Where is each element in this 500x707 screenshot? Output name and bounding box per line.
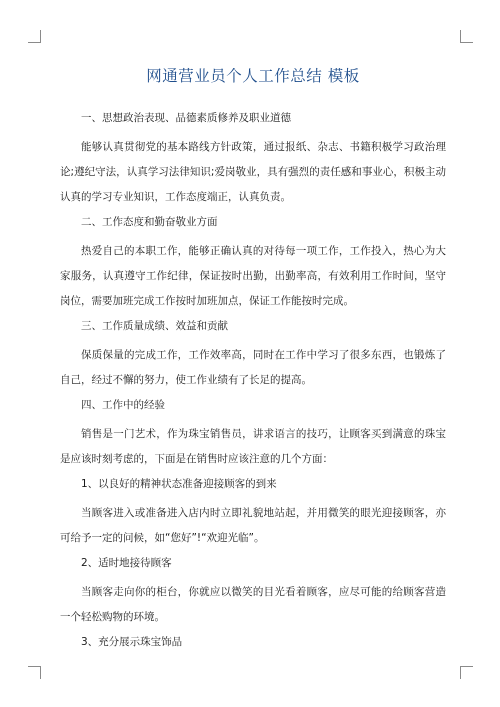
subsection-heading-1: 1、以良好的精神状态准备迎接顾客的到来 [81,478,277,490]
subsection-heading-3: 3、充分展示珠宝饰品 [81,636,183,648]
paragraph-3: 保质保量的完成工作，工作效率高，同时在工作中学习了很多东西，也锻炼了自己，经过不懈的努力，使工作业绩有了长足的提高。 [60,349,446,386]
crop-mark-bottom-left [28,666,41,679]
section-heading-4: 四、工作中的经验 [81,399,165,411]
paragraph-5: 当顾客进入或准备进入店内时立即礼貌地站起，并用微笑的眼光迎接顾客，亦可给予一定的问候，如“您好”!“欢迎光临”。 [60,507,446,544]
paragraph-2: 热爱自己的本职工作，能够正确认真的对待每一项工作，工作投入，热心为大家服务，认真遵守工作纪律，保证按时出勤，出勤率高，有效利用工作时间，坚守岗位，需要加班完成工作按时加班加点，保证工作能按时完成。 [60,245,446,307]
paragraph-4: 销售是一门艺术，作为珠宝销售员，讲求语言的技巧，让顾客买到满意的珠宝是应该时刻考虑的，下面是在销售时应该注意的几个方面： [60,428,446,465]
crop-mark-top-right [460,30,473,43]
crop-mark-bottom-right [460,666,473,679]
subsection-heading-2: 2、适时地接待顾客 [81,557,172,569]
section-heading-1: 一、思想政治表现、品德素质修养及职业道德 [81,112,291,124]
document-page [60,60,446,659]
document-title: 网通营业员个人工作总结 模板 [146,67,360,85]
paragraph-6: 当顾客走向你的柜台，你就应以微笑的目光看着顾客，应尽可能的给顾客营造一个轻松购物的环境。 [60,586,446,623]
section-heading-2: 二、工作态度和勤奋敬业方面 [81,216,218,228]
crop-mark-top-left [28,30,41,43]
paragraph-1: 能够认真贯彻党的基本路线方针政策，通过报纸、杂志、书籍积极学习政治理论;遵纪守法，认真学习法律知识;爱岗敬业，具有强烈的责任感和事业心，积极主动认真的学习专业知识，工作态度端正，认真负责。 [60,141,446,203]
section-heading-3: 三、工作质量成绩、效益和贡献 [81,320,228,332]
